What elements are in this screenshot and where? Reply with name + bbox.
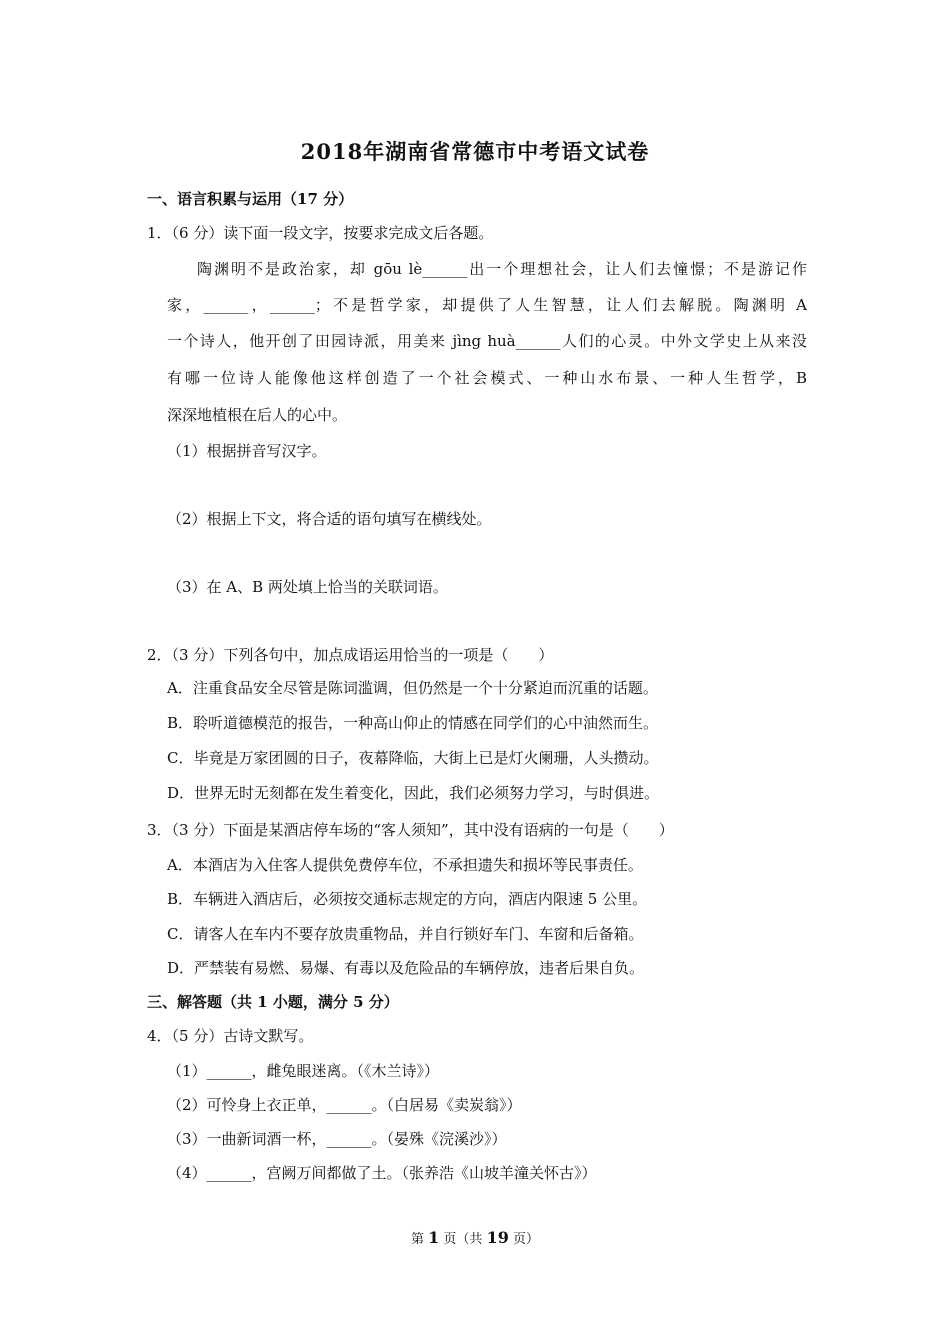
footer-total-pages: 19 [486,1228,509,1247]
footer-page-number: 1 [428,1228,440,1247]
question-3-option-d: D．严禁装有易燃、易爆、有毒以及危险品的车辆停放，违者后果自负。 [167,959,645,977]
question-2-option-a: A．注重食品安全尽管是陈词滥调，但仍然是一个十分紧迫而沉重的话题。 [167,679,658,697]
question-1-stem: 1．（6 分）读下面一段文字，按要求完成文后各题。 [147,224,494,242]
passage-line: 家，______，______；不是哲学家，却提供了人生智慧，让人们去解脱。陶渊明 A [167,296,807,314]
question-1-sub-3: （3）在 A、B 两处填上恰当的关联词语。 [167,578,448,596]
question-4-stem: 4．（5 分）古诗文默写。 [147,1027,314,1045]
question-3-stem: 3．（3 分）下面是某酒店停车场的“客人须知”，其中没有语病的一句是（ ） [147,821,674,839]
question-4-item-3: （3）一曲新词酒一杯，______。（晏殊《浣溪沙》） [167,1130,507,1148]
passage-line: 一个诗人，他开创了田园诗派，用美来 jìng huà______人们的心灵。中外文学史上从来没 [167,332,807,350]
question-4-item-2: （2）可怜身上衣正单，______。（白居易《卖炭翁》） [167,1096,522,1114]
question-4-item-4: （4）______，宫阙万间都做了土。（张养浩《山坡羊潼关怀古》） [167,1164,597,1182]
question-1-sub-1: （1）根据拼音写汉字。 [167,442,327,460]
passage-line: 深深地植根在后人的心中。 [167,406,348,424]
question-2-option-b: B．聆听道德模范的报告，一种高山仰止的情感在同学们的心中油然而生。 [167,714,659,732]
footer-prefix: 第 [411,1232,429,1247]
passage-line: 有哪一位诗人能像他这样创造了一个社会模式、一种山水布景、一种人生哲学，B [167,369,807,387]
passage-line: 陶渊明不是政治家，却 gōu lè______出一个理想社会，让人们去憧憬；不是游记作 [197,260,807,278]
question-1-sub-2: （2）根据上下文，将合适的语句填写在横线处。 [167,510,492,528]
section-heading-1: 一、语言积累与运用（17 分） [147,190,354,208]
footer-suffix: 页） [508,1232,539,1247]
question-3-option-c: C．请客人在车内不要存放贵重物品，并自行锁好车门、车窗和后备箱。 [167,925,644,943]
question-3-option-a: A．本酒店为入住客人提供免费停车位，不承担遗失和损坏等民事责任。 [167,856,643,874]
section-heading-3: 三、解答题（共 1 小题，满分 5 分） [147,993,399,1011]
question-2-stem: 2．（3 分）下列各句中，加点成语运用恰当的一项是（ ） [147,646,554,664]
question-2-option-c: C．毕竟是万家团圆的日子，夜幕降临，大街上已是灯火阑珊，人头攒动。 [167,749,659,767]
page-footer [0,1228,950,1247]
page-title: 2018年湖南省常德市中考语文试卷 [300,139,650,164]
question-3-option-b: B．车辆进入酒店后，必须按交通标志规定的方向，酒店内限速 5 公里。 [167,890,648,908]
question-4-item-1: （1）______，雌兔眼迷离。（《木兰诗》） [167,1062,440,1080]
footer-middle: 页（共 [439,1232,487,1247]
question-2-option-d: D．世界无时无刻都在发生着变化，因此，我们必须努力学习，与时俱进。 [167,784,660,802]
